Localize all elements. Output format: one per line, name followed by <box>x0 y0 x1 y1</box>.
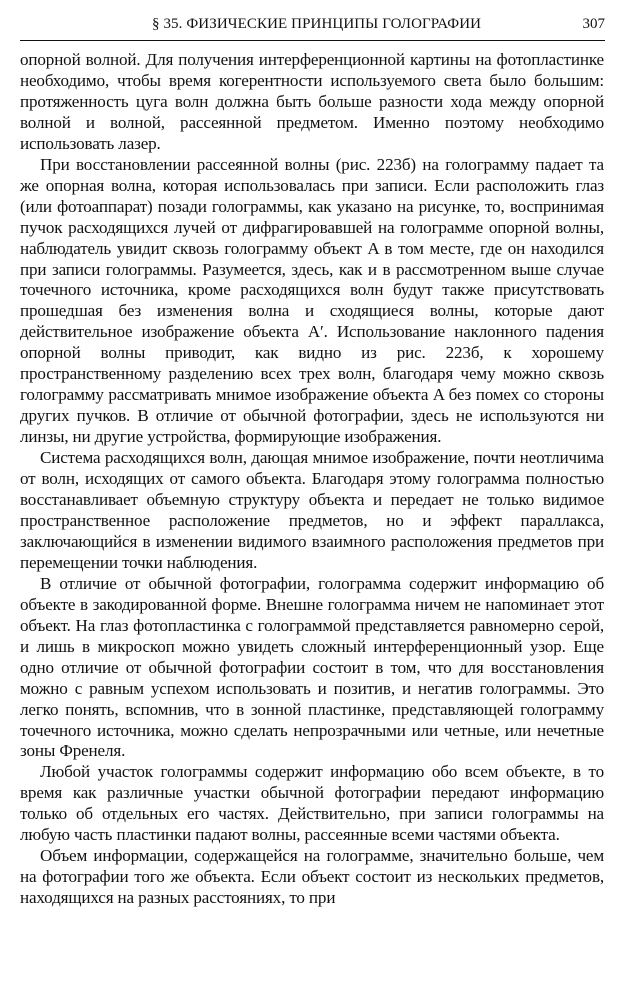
paragraph: Объем информации, содержащейся на голограмме, значительно больше, чем на фотографии того же объекта. Если объект состоит из нескольких предметов, находящихся на разных расстояниях, то при <box>20 846 604 908</box>
paragraph: опорной волной. Для получения интерференционной картины на фотопластинке необходимо, чтобы время когерентности используемого света было большим: протяженность цуга волн должна быть больше разности хода между опорной волной и волной, рассеянной предметом. Именно поэтому необходимо использовать лазер. <box>20 50 604 153</box>
running-title: § 35. ФИЗИЧЕСКИЕ ПРИНЦИПЫ ГОЛОГРАФИИ <box>152 16 482 32</box>
header-rule <box>20 40 605 41</box>
paragraph: Система расходящихся волн, дающая мнимое изображение, почти неотличима от волн, исходящих от самого объекта. Благодаря этому голограмма полностью восстанавливает объемную структуру объекта и передает не только видимое пространственное расположение предметов, но и эффект параллакса, заключающийся в изменении видимого взаимного расположения предметов при перемещении точки наблюдения. <box>20 448 604 572</box>
page-number: 307 <box>582 16 605 32</box>
paragraph: При восстановлении рассеянной волны (рис. 223б) на голограмму падает та же опорная волна, которая использовалась при записи. Если расположить глаз (или фотоаппарат) позади голограммы, как указано на рисунке, то, воспринимая пучок расходящихся лучей от дифрагировавшей на голограмме опорной волны, наблюдатель увидит сквозь голограмму объект A в том месте, где он находился при записи голограммы. Разумеется, здесь, как и в рассмотренном выше случае точечного источника, кроме расходящихся волн будут также присутствовать прошедшая без изменения волна и сходящиеся волны, которые дают действительное изображение объекта A′. Использование наклонного падения опорной волны приводит, как видно из рис. 223б, к хорошему пространственному разделению всех трех волн, благодаря чему можно сквозь голограмму рассматривать мнимое изображение объекта A без помех со стороны других пучков. В отличие от обычной фотографии, здесь не используются ни линзы, ни другие устройства, формирующие изображения. <box>20 154 604 447</box>
paragraph: В отличие от обычной фотографии, голограмма содержит информацию об объекте в закодированной форме. Внешне голограмма ничем не напоминает этот объект. На глаз фотопластинка с голограммой представляется равномерно серой, и лишь в микроскоп можно увидеть сложный интерференционный узор. Еще одно отличие от обычной фотографии состоит в том, что для восстановления можно с равным успехом использовать и позитив, и негатив голограммы. Это легко понять, вспомнив, что в зонной пластинке, представляющей голограмму точечного источника, можно сделать непрозрачными или четные, или нечетные зоны Френеля. <box>20 573 604 761</box>
page-header <box>20 16 605 38</box>
body-text <box>20 50 604 909</box>
paragraph: Любой участок голограммы содержит информацию обо всем объекте, в то время как различные участки обычной фотографии передают информацию только об отдельных его частях. Действительно, при записи голограммы на любую часть пластинки падают волны, рассеянные всеми частями объекта. <box>20 762 604 845</box>
